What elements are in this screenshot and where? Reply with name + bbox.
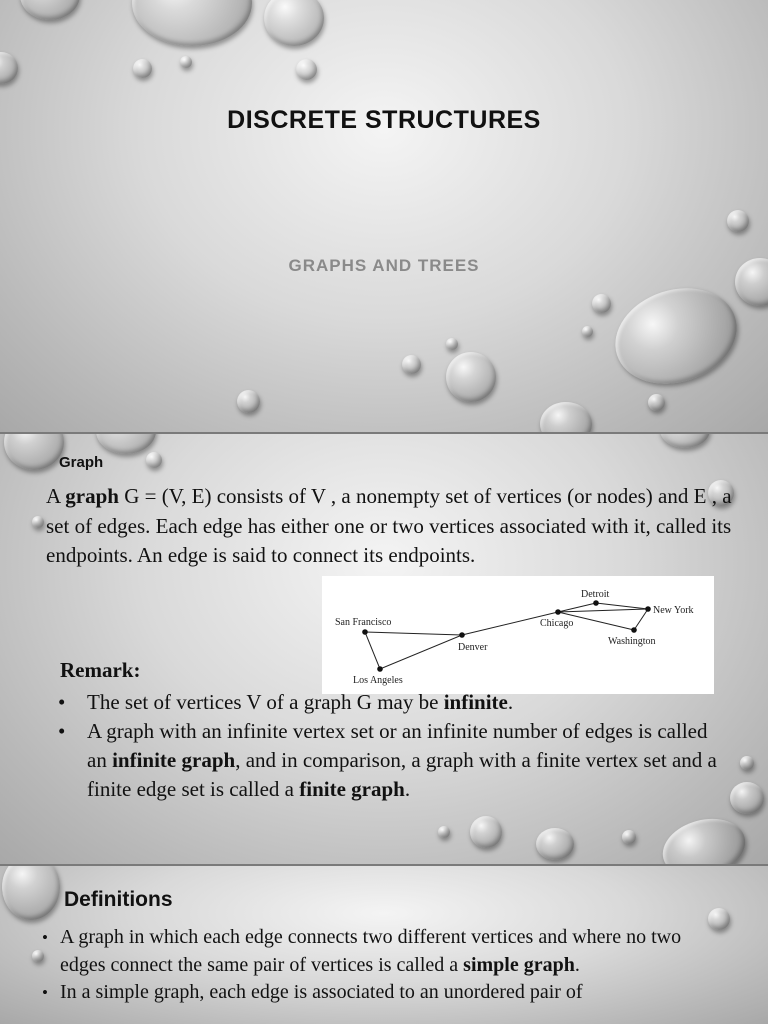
bold-term: finite graph xyxy=(299,777,405,801)
vertex-denver xyxy=(459,632,465,638)
water-drop xyxy=(2,866,60,920)
text-span: The set of vertices V of a graph G may be xyxy=(87,690,444,714)
bold-term: infinite xyxy=(443,690,508,714)
text-span: . xyxy=(404,777,411,801)
text-span: . xyxy=(574,953,580,976)
vertex-detroit xyxy=(593,600,599,606)
vertex-label: San Francisco xyxy=(335,617,392,628)
slide-title: DISCRETE STRUCTURES xyxy=(227,106,541,134)
water-drop xyxy=(237,390,260,413)
title-slide xyxy=(0,0,768,432)
water-drop xyxy=(648,394,665,411)
water-drop xyxy=(402,355,421,374)
text-span: A xyxy=(46,484,66,508)
definitions-slide xyxy=(0,866,768,1024)
water-drop xyxy=(540,402,592,432)
vertex-new-york xyxy=(645,606,651,612)
bold-term: infinite graph xyxy=(112,748,236,772)
vertex-label: Chicago xyxy=(540,618,574,629)
graph-slide xyxy=(0,434,768,864)
water-drop xyxy=(727,210,749,232)
water-drop xyxy=(264,0,324,46)
water-drop xyxy=(730,782,764,814)
text-span: A graph with an infinite vertex set or an infinite number of edges is called an xyxy=(87,719,708,772)
water-drop xyxy=(660,434,710,448)
water-drop xyxy=(32,516,44,528)
text-span: G = (V, E) consists of V , a nonempty set of vertices (or nodes) and E , a set of edges. Each edge has either one or two vertices associated with it, called its endpoints. An edge is said to connect its endpoints. xyxy=(46,484,732,567)
slide-subtitle: GRAPHS AND TREES xyxy=(288,256,480,275)
list-item xyxy=(58,688,728,717)
water-drop xyxy=(133,59,152,78)
water-drop xyxy=(96,434,156,454)
water-drop xyxy=(4,434,64,470)
section-heading: Definitions xyxy=(64,888,173,911)
vertex-los-angeles xyxy=(377,666,383,672)
text-span: . xyxy=(507,690,514,714)
list-item xyxy=(42,924,722,979)
remark-label: Remark: xyxy=(60,658,141,682)
graph-diagram xyxy=(322,576,714,694)
water-drop xyxy=(536,828,574,860)
water-drop xyxy=(592,294,611,313)
vertex-san-francisco xyxy=(362,629,368,635)
water-drop xyxy=(146,452,162,468)
edge-chicago-newyork xyxy=(558,609,648,612)
edge-sf-denver xyxy=(365,632,462,635)
water-drop xyxy=(180,56,192,68)
graph-edges xyxy=(365,603,648,669)
vertex-label: Detroit xyxy=(581,589,610,600)
remark-list xyxy=(58,688,728,804)
list-item xyxy=(58,717,728,804)
edge-sf-la xyxy=(365,632,380,669)
water-drop xyxy=(132,0,252,46)
bold-term: simple graph xyxy=(463,953,575,976)
vertex-label: Denver xyxy=(458,642,488,653)
text-span: , and in comparison, a graph with a finite vertex set and a finite edge set is called a xyxy=(87,748,717,801)
water-drop xyxy=(656,810,752,864)
water-drop xyxy=(0,52,18,84)
vertex-label: Los Angeles xyxy=(353,675,403,686)
edge-la-denver xyxy=(380,635,462,669)
vertex-washington xyxy=(631,627,637,633)
text-span: A graph in which each edge connects two different vertices and where no two edges connect the same pair of vertices is called a xyxy=(60,926,682,976)
graph-figure xyxy=(322,576,714,694)
water-drop xyxy=(470,816,502,848)
water-drop xyxy=(622,830,636,844)
water-drop xyxy=(20,0,80,20)
water-drop xyxy=(446,338,458,350)
vertex-label: Washington xyxy=(608,636,656,647)
list-item xyxy=(42,979,722,1007)
graph-definition-text xyxy=(46,482,736,571)
section-heading: Graph xyxy=(59,454,104,471)
edge-washington-newyork xyxy=(634,609,648,630)
water-drop xyxy=(740,756,754,770)
edge-detroit-newyork xyxy=(596,603,648,609)
water-drop xyxy=(446,352,496,402)
water-drop xyxy=(582,326,593,337)
definitions-list xyxy=(42,924,722,1007)
vertex-label: New York xyxy=(653,605,694,616)
bold-term: graph xyxy=(65,484,119,508)
water-drop xyxy=(603,273,749,399)
vertex-chicago xyxy=(555,609,561,615)
water-drop xyxy=(438,826,450,838)
water-drop xyxy=(296,59,317,80)
text-span: In a simple graph, each edge is associated to an unordered pair of xyxy=(60,981,583,1003)
